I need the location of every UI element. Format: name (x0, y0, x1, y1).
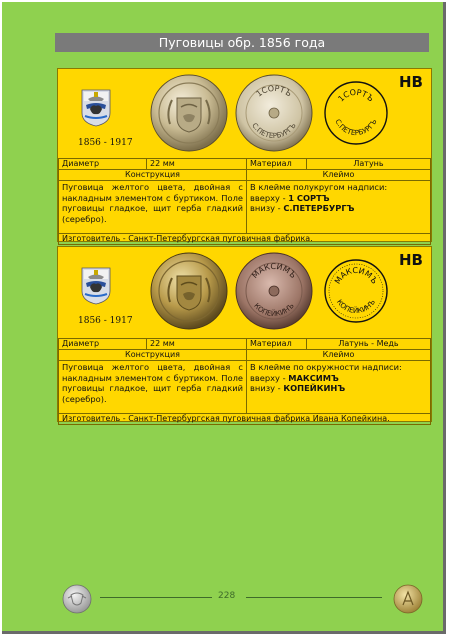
svg-text:КОПЕЙКИНЪ: КОПЕЙКИНЪ (334, 298, 378, 316)
svg-text:С.ПЕТЕРБУРГЪ: С.ПЕТЕРБУРГЪ (333, 117, 379, 138)
material-label: Материал (247, 159, 307, 170)
footer-coin-right-icon (393, 584, 423, 614)
maker-text: Изготовитель - Санкт-Петербургская пуговичная фабрика Ивана Копейкина. (59, 414, 431, 425)
diameter-value: 22 мм (147, 159, 247, 170)
image-row (58, 247, 431, 337)
mark-line: В клейме полукругом надписи: (250, 182, 388, 192)
svg-text:С.ПЕТЕРБУРГЪ: С.ПЕТЕРБУРГЪ (250, 121, 298, 141)
button-card-1 (57, 68, 432, 242)
footer-coin-left-icon (62, 584, 92, 614)
mark-drawing (323, 80, 389, 146)
mark-header: Клеймо (247, 350, 431, 361)
construction-header: Конструкция (59, 350, 247, 361)
years-label: 1856 - 1917 (78, 316, 133, 326)
type-badge: НВ (399, 251, 423, 269)
svg-text:МАКСИМЪ: МАКСИМЪ (332, 265, 380, 286)
spec-table (58, 338, 431, 425)
diameter-label: Диаметр (59, 339, 147, 350)
spec-table (58, 158, 431, 245)
svg-text:КОПЕЙКИНЪ: КОПЕЙКИНЪ (252, 301, 296, 319)
mark-text (247, 181, 431, 234)
material-label: Материал (247, 339, 307, 350)
button-front-photo (150, 74, 228, 152)
coat-of-arms-icon (81, 89, 111, 127)
mark-line: вверху - МАКСИМЪ (250, 372, 339, 383)
type-badge: НВ (399, 73, 423, 91)
mark-line: вверху - 1 СОРТЪ (250, 192, 330, 203)
mark-drawing (323, 258, 389, 324)
mark-text (247, 361, 431, 414)
page-number: 228 (218, 591, 236, 601)
maker-text: Изготовитель - Санкт-Петербургская пуговичная фабрика. (59, 234, 431, 245)
button-card-2 (57, 246, 432, 422)
image-row (58, 69, 431, 159)
footer-divider (100, 597, 212, 598)
button-back-photo (235, 252, 313, 330)
svg-text:МАКСИМЪ: МАКСИМЪ (250, 261, 298, 281)
page-title: Пуговицы обр. 1856 года (55, 33, 429, 52)
construction-header: Конструкция (59, 170, 247, 181)
mark-header: Клеймо (247, 170, 431, 181)
button-back-photo (235, 74, 313, 152)
years-label: 1856 - 1917 (78, 138, 133, 148)
material-value: Латунь - Медь (307, 339, 431, 350)
construction-text: Пуговица желтого цвета, двойная с накладным элементом с буртиком. Поле пуговицы гладкое, щит герба гладкий (серебро). (59, 181, 247, 234)
mark-line: внизу - КОПЕЙКИНЪ (250, 383, 346, 393)
svg-text:1СОРТЪ: 1СОРТЪ (254, 83, 294, 99)
button-front-photo (150, 252, 228, 330)
footer-divider (246, 597, 382, 598)
coat-of-arms-icon (81, 267, 111, 305)
mark-line: В клейме по окружности надписи: (250, 362, 402, 372)
construction-text: Пуговица желтого цвета, двойная с накладным элементом с буртиком. Поле пуговицы гладкое, щит герба гладкий (серебро). (59, 361, 247, 414)
diameter-value: 22 мм (147, 339, 247, 350)
svg-text:1СОРТЪ: 1СОРТЪ (336, 87, 376, 104)
diameter-label: Диаметр (59, 159, 147, 170)
material-value: Латунь (307, 159, 431, 170)
mark-line: внизу - С.ПЕТЕРБУРГЪ (250, 203, 355, 213)
